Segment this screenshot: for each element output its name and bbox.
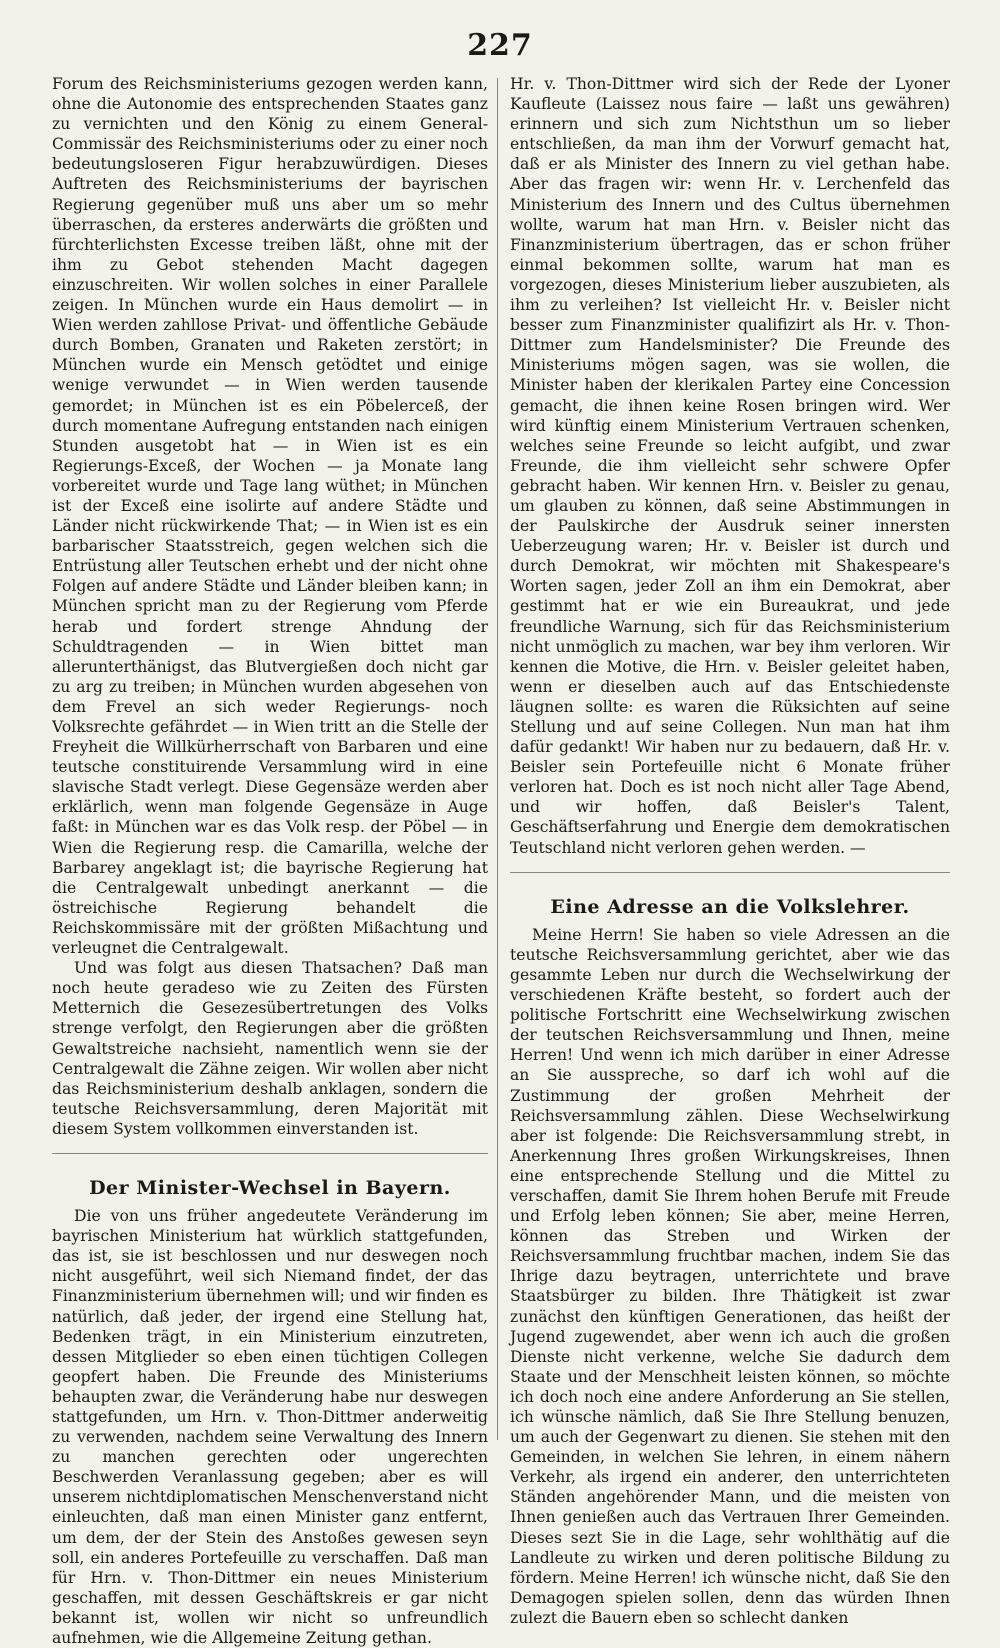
right-continued-paragraph: Hr. v. Thon-Dittmer wird sich der Rede der Lyoner Kaufleute (Laissez nous faire — laßt uns gewähren) erinnern und sich zum Nichtsthun um so lieber entschließen, da man ihm der Vorwurf gemacht hat, daß er als Minister des Innern zu viel gethan habe. Aber das fragen wir: wenn Hr. v. Lerchenfeld das Ministerium des Innern und des Cultus übernehmen wollte, warum hat man Hrn. v. Beisler nicht das Finanzministerium übertragen, das er schon früher einmal bekommen sollte, warum hat man es vorgezogen, dieses Ministerium lieber auszubieten, als ihm zu verleihen? Ist vielleicht Hr. v. Beisler nicht besser zum Finanzminister qualifizirt als Hr. v. Thon-Dittmer zum Handelsminister? Die Freunde des Ministeriums mögen sagen, was sie wollen, die Minister haben der klerikalen Partey eine Concession gemacht, die ihnen keine Rosen bringen wird. Wer wird künftig einem Ministerium Vertrauen schenken, welches seine Freunde so leicht aufgibt, und zwar Freunde, die ihm vielleicht sehr schwere Opfer gebracht haben. Wir kennen Hrn. v. Beisler zu genau, um glauben zu können, daß seine Abstimmungen in der Paulskirche der Ausdruk seiner innersten Ueberzeugung waren; Hr. v. Beisler ist durch und durch Demokrat, wir möchten mit Shakespeare's Worten sagen, jeder Zoll an ihm ein Demokrat, aber gestimmt hat er wie ein Bureaukrat, und jede freundliche Warnung, sich für das Reichsministerium nicht unmöglich zu machen, war bey ihm verloren. Wir kennen die Motive, die Hrn. v. Beisler geleitet haben, wenn er dieselben auch auf das Entschiedenste läugnen sollte: es waren die Rüksichten auf seine Stellung und auf seine Collegen. Nun man hat ihm dafür gedankt! Wir haben nur zu bedauern, daß Hr. v. Beisler sein Portefeuille nicht 6 Monate früher verloren hat. Doch es ist noch nicht aller Tage Abend, und wir hoffen, daß Beisler's Talent, Geschäftserfahrung und Energie dem demokratischen Teutschland nicht verloren gehen werden. — bbox=[510, 75, 950, 857]
article-heading-adresse: Eine Adresse an die Volkslehrer. bbox=[550, 895, 910, 918]
left-paragraph-2: Und was folgt aus diesen Thatsachen? Daß man noch heute geradeso wie zu Zeiten des Fürsten Metternich die Gesezesübertretungen des Volks strenge verfolgt, den Regierungen aber die größten Gewaltstreiche nachsieht, namentlich wenn sie der Centralgewalt die Zähne zeigen. Wir wollen aber nicht das Reichsministerium deshalb anklagen, sondern die teutsche Reichsversammlung, deren Majorität mit diesem System vollkommen einverstanden ist. bbox=[52, 959, 488, 1138]
article-text-adresse: Meine Herrn! Sie haben so viele Adressen an die teutsche Reichsversammlung gerichtet, aber wie das gesammte Leben nur durch die Wechselwirkung der verschiedenen Kräfte besteht, so fordert auch der politische Fortschritt eine Wechselwirkung zwischen der teutschen Reichsversammlung und Ihnen, meine Herren! Und wenn ich mich darüber in einer Adresse an Sie ausspreche, so darf ich wohl auf die Zustimmung der großen Mehrheit der Reichsversammlung zählen. Diese Wechselwirkung aber ist folgende: Die Reichsversammlung strebt, in Anerkennung Ihres großen Wirkungskreises, Ihnen eine entsprechende Stellung und die Mittel zu verschaffen, damit Sie Ihrem hohen Berufe mit Freude und Erfolg leben können; Sie aber, meine Herren, können das Streben und Wirken der Reichsversammlung fruchtbar machen, indem Sie das Ihrige dazu beytragen, unterrichtete und brave Staatsbürger zu bilden. Ihre Thätigkeit ist zwar zunächst den künftigen Generationen, das heißt der Jugend zugewendet, aber wenn ich auch die großen Dienste nicht verkenne, welche Sie dadurch dem Staate und der Menschheit leisten können, so möchte ich doch noch eine andere Anforderung an Sie stellen, ich wünsche nämlich, daß Sie Ihre Stellung benuzen, um auch der Gegenwart zu dienen. Sie stehen mit den Gemeinden, in welchen Sie lehren, in einem nähern Verkehr, als irgend ein anderer, den unterrichteten Ständen angehörender Mann, und die meisten von Ihnen genießen auch das Vertrauen Ihrer Gemeinden. Dieses sezt Sie in die Lage, sehr wohlthätig auf die Landleute zu wirken und deren politische Bildung zu fördern. Meine Herren! ich wünsche nicht, daß Sie den Demagogen spielen sollen, denn das würden Ihnen zulezt die Bauern eben so schlecht danken bbox=[510, 925, 950, 1627]
article-heading-minister-wechsel: Der Minister-Wechsel in Bayern. bbox=[89, 1176, 451, 1199]
column-divider bbox=[497, 78, 498, 1440]
left-column bbox=[52, 74, 488, 1648]
heading-rule bbox=[510, 872, 950, 873]
left-continued-paragraph: Forum des Reichsministeriums gezogen werden kann, ohne die Autonomie des entsprechenden Staates ganz zu vernichten und den König zu einem General-Commissär des Reichsministeriums oder zu einer noch bedeutungsloseren Figur herabzuwürdigen. Dieses Auftreten des Reichsministeriums der bayrischen Regierung gegenüber muß uns aber um so mehr überraschen, da ersteres anderwärts die größten und fürchterlichsten Excesse treiben läßt, ohne mit der ihm zu Gebot stehenden Macht dagegen einzuschreiten. Wir wollen solches in einer Parallele zeigen. In München wurde ein Haus demolirt — in Wien werden zahllose Privat- und öffentliche Gebäude durch Bomben, Granaten und Raketen zerstört; in München wurde ein Mensch getödtet und einige wenige verwundet — in Wien werden tausende gemordet; in München ist es ein Pöbelerceß, der durch momentane Aufregung entstanden nach einigen Stunden ausgetobt hat — in Wien ist es ein Regierungs-Exceß, der Wochen — ja Monate lang vorbereitet wurde und Tage lang wüthet; in München ist der Exceß eine isolirte auf andere Städte und Länder nicht rückwirkende That; — in Wien ist es ein barbarischer Staatsstreich, gegen welchen sich die Entrüstung aller Teutschen erhebt und der nicht ohne Folgen auf andere Städte und Länder bleiben kann; in München spricht man zu der Regierung vom Pferde herab und fordert strenge Ahndung der Schuldtragenden — in Wien bittet man allerunterthänigst, das Blutvergießen doch nicht gar zu arg zu treiben; in München wurden abgesehen von dem Frevel an sich weder Regierungs- noch Volksrechte gefährdet — in Wien tritt an die Stelle der Freyheit die Willkürherrschaft von Barbaren und eine teutsche constituirende Versammlung wird in eine slavische Stadt verlegt. Diese Gegensäze werden aber erklärlich, wenn man folgende Gegensäze in Auge faßt: in München war es das Volk resp. der Pöbel — in Wien die Regierung resp. die Camarilla, welche der Barbarey angeklagt ist; die bayrische Regierung hat die Centralgewalt unbedingt anerkannt — die östreichische Regierung behandelt die Reichskommissäre mit der größten Mißachtung und verleugnet die Centralgewalt. bbox=[52, 75, 488, 958]
article-text-minister-wechsel: Die von uns früher angedeutete Veränderung im bayrischen Ministerium hat würklich stattgefunden, das ist, sie ist beschlossen und nur deswegen noch nicht ausgeführt, weil sich Niemand findet, der das Finanzministerium übernehmen will; und wir finden es natürlich, daß jeder, der irgend eine Stellung hat, Bedenken trägt, in ein Ministerium einzutreten, dessen Mitglieder so eben einen tüchtigen Collegen geopfert haben. Die Freunde des Ministeriums behaupten zwar, die Veränderung habe nur deswegen stattgefunden, um Hrn. v. Thon-Dittmer anderweitig zu verwenden, nachdem seine Verwaltung des Innern zu manchen gerechten oder ungerechten Beschwerden Veranlassung gegeben; aber es will unserem nichtdiplomatischen Menschenverstand nicht einleuchten, daß man einen Minister ganz entfernt, um dem, der der Stein des Anstoßes gewesen seyn soll, ein anderes Portefeuille zu verschaffen. Daß man für Hrn. v. Thon-Dittmer ein neues Ministerium geschaffen, mit dessen Geschäftskreis er gar nicht bekannt ist, wollen wir nicht so unfreundlich aufnehmen, wie die Allgemeine Zeitung gethan. bbox=[52, 1207, 488, 1648]
heading-rule bbox=[52, 1153, 488, 1154]
right-column bbox=[510, 74, 950, 1627]
page-number: 227 bbox=[467, 28, 533, 63]
